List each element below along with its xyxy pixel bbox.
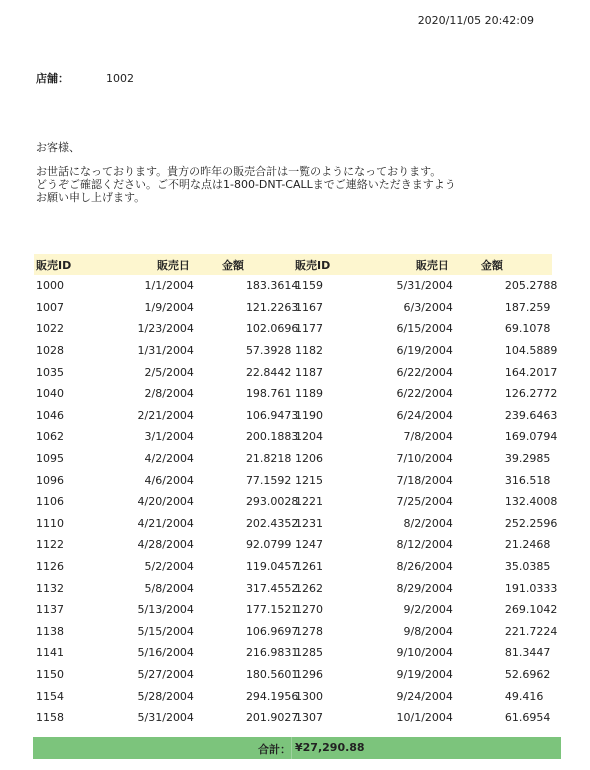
cell-sale-id: 1110 xyxy=(36,516,64,530)
cell-sale-id: 1300 xyxy=(294,689,323,703)
cell-sale-date: 6/22/2004 xyxy=(396,365,453,379)
cell-sale-id: 1177 xyxy=(294,322,323,336)
cell-sale-id: 1247 xyxy=(294,538,323,552)
cell-amount: 57.3928 xyxy=(245,344,292,358)
cell-sale-id: 1106 xyxy=(36,495,64,509)
table-body xyxy=(34,275,558,728)
cell-sale-id: 1215 xyxy=(294,473,323,487)
cell-sale-id: 1278 xyxy=(294,624,323,638)
cell-sale-date: 3/1/2004 xyxy=(144,430,194,444)
total-value: ¥27,290.88 xyxy=(295,741,365,754)
cell-sale-date: 5/31/2004 xyxy=(396,279,453,293)
table-row xyxy=(34,275,552,297)
cell-amount: 21.8218 xyxy=(245,452,292,466)
cell-amount: 102.0696 xyxy=(245,322,299,336)
message-line-2: どうぞご確認ください。ご不明な点は1-800-DNT-CALLまでご連絡いただきますよう xyxy=(36,178,456,191)
message-line-3: お願い申し上げます。 xyxy=(36,191,146,204)
cell-sale-date: 4/21/2004 xyxy=(137,516,194,530)
cell-sale-id: 1028 xyxy=(36,344,64,358)
cell-sale-date: 5/27/2004 xyxy=(137,667,194,681)
cell-sale-date: 2/21/2004 xyxy=(137,408,194,422)
cell-amount: 180.5601 xyxy=(245,667,299,681)
cell-amount: 294.1956 xyxy=(245,689,299,703)
cell-amount: 132.4008 xyxy=(504,495,558,509)
cell-sale-id: 1189 xyxy=(294,387,323,401)
cell-sale-date: 6/15/2004 xyxy=(396,322,453,336)
cell-sale-date: 5/28/2004 xyxy=(137,689,194,703)
header-amount-left: 金額 xyxy=(220,254,293,275)
cell-sale-id: 1206 xyxy=(294,452,323,466)
table-row xyxy=(34,297,552,319)
cell-sale-id: 1270 xyxy=(294,603,323,617)
cell-sale-id: 1141 xyxy=(36,646,64,660)
cell-sale-date: 6/22/2004 xyxy=(396,387,453,401)
cell-sale-date: 5/13/2004 xyxy=(137,603,194,617)
cell-sale-date: 1/23/2004 xyxy=(137,322,194,336)
table-row xyxy=(34,318,552,340)
cell-amount: 52.6962 xyxy=(504,667,551,681)
cell-sale-date: 1/1/2004 xyxy=(144,279,194,293)
cell-sale-date: 8/2/2004 xyxy=(403,516,453,530)
cell-sale-date: 4/28/2004 xyxy=(137,538,194,552)
cell-sale-id: 1137 xyxy=(36,603,64,617)
cell-sale-id: 1138 xyxy=(36,624,64,638)
cell-sale-date: 7/18/2004 xyxy=(396,473,453,487)
cell-sale-id: 1035 xyxy=(36,365,64,379)
header-sale-date-right: 販売日 xyxy=(388,254,479,275)
store-label: 店舗： xyxy=(36,72,69,85)
cell-sale-id: 1007 xyxy=(36,300,64,314)
cell-sale-date: 2/8/2004 xyxy=(144,387,194,401)
cell-sale-date: 9/10/2004 xyxy=(396,646,453,660)
cell-amount: 317.4552 xyxy=(245,581,299,595)
cell-sale-id: 1150 xyxy=(36,667,64,681)
cell-sale-id: 1046 xyxy=(36,408,64,422)
cell-amount: 187.259 xyxy=(504,300,551,314)
cell-sale-date: 7/10/2004 xyxy=(396,452,453,466)
cell-sale-id: 1096 xyxy=(36,473,64,487)
cell-amount: 119.0457 xyxy=(245,560,299,574)
cell-sale-date: 9/8/2004 xyxy=(403,624,453,638)
cell-amount: 216.9831 xyxy=(245,646,299,660)
cell-sale-date: 1/9/2004 xyxy=(144,300,194,314)
cell-sale-id: 1022 xyxy=(36,322,64,336)
cell-sale-id: 1126 xyxy=(36,560,64,574)
cell-amount: 293.0028 xyxy=(245,495,299,509)
cell-sale-id: 1187 xyxy=(294,365,323,379)
header-sale-id-right: 販売ID xyxy=(293,254,388,275)
cell-sale-id: 1158 xyxy=(36,711,64,725)
table-row xyxy=(34,642,552,664)
cell-sale-id: 1154 xyxy=(36,689,64,703)
cell-sale-id: 1190 xyxy=(294,408,323,422)
message-line-1: お世話になっております。貴方の昨年の販売合計は一覧のようになっております。 xyxy=(36,165,442,178)
cell-amount: 22.8442 xyxy=(245,365,292,379)
cell-amount: 169.0794 xyxy=(504,430,558,444)
cell-sale-date: 5/15/2004 xyxy=(137,624,194,638)
cell-amount: 121.2263 xyxy=(245,300,299,314)
cell-sale-id: 1132 xyxy=(36,581,64,595)
header-amount-right: 金額 xyxy=(479,254,552,275)
cell-sale-date: 8/26/2004 xyxy=(396,560,453,574)
cell-sale-date: 6/3/2004 xyxy=(403,300,453,314)
total-label: 合計： xyxy=(258,743,291,756)
cell-sale-date: 9/2/2004 xyxy=(403,603,453,617)
cell-amount: 77.1592 xyxy=(245,473,292,487)
header-sale-id-left: 販売ID xyxy=(34,254,129,275)
table-row xyxy=(34,577,552,599)
cell-sale-id: 1182 xyxy=(294,344,323,358)
cell-sale-id: 1262 xyxy=(294,581,323,595)
table-row xyxy=(34,491,552,513)
table-row xyxy=(34,361,552,383)
table-row xyxy=(34,685,552,707)
header-sale-date-left: 販売日 xyxy=(129,254,220,275)
cell-sale-id: 1285 xyxy=(294,646,323,660)
table-row xyxy=(34,513,552,535)
cell-sale-id: 1062 xyxy=(36,430,64,444)
cell-sale-id: 1000 xyxy=(36,279,64,293)
cell-sale-date: 9/19/2004 xyxy=(396,667,453,681)
cell-amount: 200.1883 xyxy=(245,430,299,444)
table-row xyxy=(34,340,552,362)
cell-sale-date: 4/2/2004 xyxy=(144,452,194,466)
cell-amount: 198.761 xyxy=(245,387,292,401)
table-row xyxy=(34,534,552,556)
cell-amount: 126.2772 xyxy=(504,387,558,401)
cell-sale-id: 1296 xyxy=(294,667,323,681)
cell-sale-date: 6/24/2004 xyxy=(396,408,453,422)
cell-amount: 49.416 xyxy=(504,689,544,703)
cell-sale-date: 5/2/2004 xyxy=(144,560,194,574)
cell-sale-id: 1261 xyxy=(294,560,323,574)
store-info xyxy=(36,70,134,86)
cell-sale-date: 5/31/2004 xyxy=(137,711,194,725)
cell-amount: 269.1042 xyxy=(504,603,558,617)
store-value: 1002 xyxy=(106,72,134,85)
cell-amount: 69.1078 xyxy=(504,322,551,336)
table-row xyxy=(34,448,552,470)
cell-sale-id: 1221 xyxy=(294,495,323,509)
cell-amount: 35.0385 xyxy=(504,560,551,574)
table-row xyxy=(34,556,552,578)
timestamp: 2020/11/05 20:42:09 xyxy=(417,14,534,27)
table-row xyxy=(34,405,552,427)
table-header-row xyxy=(34,254,552,275)
cell-amount: 221.7224 xyxy=(504,624,558,638)
cell-sale-id: 1159 xyxy=(294,279,323,293)
total-divider xyxy=(291,737,292,759)
cell-amount: 92.0799 xyxy=(245,538,292,552)
cell-amount: 106.9473 xyxy=(245,408,299,422)
cell-amount: 201.9027 xyxy=(245,711,299,725)
cell-sale-id: 1204 xyxy=(294,430,323,444)
total-bar xyxy=(33,737,561,759)
cell-sale-date: 10/1/2004 xyxy=(396,711,453,725)
cell-sale-date: 2/5/2004 xyxy=(144,365,194,379)
cell-amount: 106.9697 xyxy=(245,624,299,638)
cell-sale-id: 1122 xyxy=(36,538,64,552)
cell-amount: 239.6463 xyxy=(504,408,558,422)
table-row xyxy=(34,621,552,643)
table-row xyxy=(34,664,552,686)
table-row xyxy=(34,599,552,621)
cell-sale-date: 7/25/2004 xyxy=(396,495,453,509)
cell-sale-date: 8/12/2004 xyxy=(396,538,453,552)
cell-sale-id: 1231 xyxy=(294,516,323,530)
cell-amount: 164.2017 xyxy=(504,365,558,379)
cell-amount: 81.3447 xyxy=(504,646,551,660)
table-row xyxy=(34,707,552,729)
cell-sale-date: 5/8/2004 xyxy=(144,581,194,595)
table-row xyxy=(34,426,552,448)
cell-sale-date: 1/31/2004 xyxy=(137,344,194,358)
cell-amount: 183.3614 xyxy=(245,279,299,293)
cell-amount: 39.2985 xyxy=(504,452,551,466)
cell-amount: 61.6954 xyxy=(504,711,551,725)
greeting: お客様、 xyxy=(36,141,80,154)
cell-sale-id: 1040 xyxy=(36,387,64,401)
cell-sale-id: 1167 xyxy=(294,300,323,314)
table-row xyxy=(34,383,552,405)
cell-sale-date: 6/19/2004 xyxy=(396,344,453,358)
cell-sale-id: 1307 xyxy=(294,711,323,725)
cell-amount: 191.0333 xyxy=(504,581,558,595)
cell-sale-date: 4/20/2004 xyxy=(137,495,194,509)
cell-amount: 205.2788 xyxy=(504,279,558,293)
message-body xyxy=(36,165,456,204)
cell-amount: 21.2468 xyxy=(504,538,551,552)
cell-sale-date: 4/6/2004 xyxy=(144,473,194,487)
cell-amount: 177.1521 xyxy=(245,603,299,617)
sales-table xyxy=(34,254,558,728)
cell-amount: 202.4352 xyxy=(245,516,299,530)
table-row xyxy=(34,469,552,491)
cell-sale-date: 7/8/2004 xyxy=(403,430,453,444)
cell-amount: 316.518 xyxy=(504,473,551,487)
cell-sale-date: 8/29/2004 xyxy=(396,581,453,595)
cell-amount: 104.5889 xyxy=(504,344,558,358)
cell-sale-date: 9/24/2004 xyxy=(396,689,453,703)
cell-sale-id: 1095 xyxy=(36,452,64,466)
cell-amount: 252.2596 xyxy=(504,516,558,530)
cell-sale-date: 5/16/2004 xyxy=(137,646,194,660)
